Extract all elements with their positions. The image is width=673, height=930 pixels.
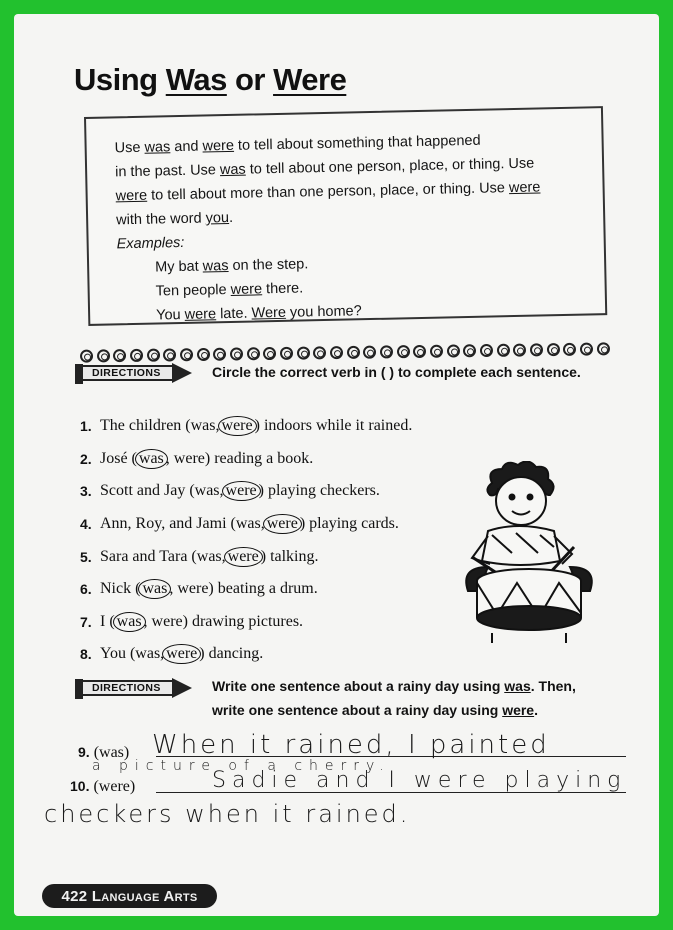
item-number: 4. — [80, 516, 92, 533]
answer-9-line2: a picture of a cherry. — [92, 758, 391, 774]
item-text-before: Ann, Roy, and Jami (was, — [100, 515, 265, 533]
item-text-after: ) playing cards. — [299, 515, 399, 533]
item-number: 7. — [80, 613, 92, 630]
item-number: 2. — [80, 450, 92, 467]
item-text-before: You (was, — [100, 645, 165, 663]
worksheet-page — [14, 14, 659, 916]
page-footer: 422 Language Arts — [42, 884, 217, 908]
circled-answer[interactable]: were — [224, 547, 263, 567]
directions-tag-1: DIRECTIONS — [76, 363, 196, 383]
circled-answer[interactable]: were — [162, 644, 201, 664]
circled-answer[interactable]: was — [113, 612, 146, 632]
item-text-before: The children (was, — [100, 417, 220, 435]
circled-answer[interactable]: were — [218, 416, 257, 436]
item-text-after: , were) drawing pictures. — [143, 612, 304, 630]
item-text-after: , were) reading a book. — [165, 449, 314, 467]
item-text-after: , were) beating a drum. — [169, 580, 318, 598]
example-3: You were late. Were you home? — [156, 303, 362, 324]
directions-2-text: Write one sentence about a rainy day using was. Then, write one sentence about a rainy day using were. — [212, 678, 576, 718]
item-text-after: ) talking. — [260, 547, 319, 565]
directions-1-text: Circle the correct verb in ( ) to complete each sentence. — [212, 364, 581, 380]
sentence-9-prompt: 9. (was) — [78, 744, 130, 761]
answer-10-line1: Sadie and I were playing — [212, 768, 627, 793]
item-text-after: ) dancing. — [199, 645, 264, 663]
circled-answer[interactable]: was — [135, 449, 168, 469]
item-number: 5. — [80, 548, 92, 565]
examples-label: Examples: — [116, 234, 185, 253]
page-title: Using Was or Were — [74, 62, 347, 97]
circled-answer[interactable]: were — [263, 514, 302, 534]
item-number: 3. — [80, 483, 92, 500]
circled-answer[interactable]: were — [222, 481, 261, 501]
item-text-before: José ( — [100, 449, 137, 467]
answer-9-line1: When it rained, I painted — [152, 730, 550, 760]
answer-10-line2: checkers when it rained. — [44, 800, 411, 828]
item-number: 6. — [80, 581, 92, 598]
rule-text: Use was and were to tell about something that happened in the past. Use was to tell about one person, place, or thing. Use were to tell about more than one person, place, or thing. Use were with the word you. Examples: My bat was on the step. Ten people were there. You were late. Were you home? — [114, 127, 588, 329]
item-text-after: ) indoors while it rained. — [254, 417, 413, 435]
example-2: Ten people were there. — [155, 280, 304, 300]
item-number: 1. — [80, 418, 92, 435]
example-1: My bat was on the step. — [155, 256, 309, 276]
item-text-before: Sara and Tara (was, — [100, 547, 226, 565]
item-text-after: ) playing checkers. — [258, 482, 380, 500]
circled-answer[interactable]: was — [138, 579, 171, 599]
item-text-before: I ( — [100, 612, 115, 630]
writing-area — [14, 14, 659, 916]
item-text-before: Scott and Jay (was, — [100, 482, 224, 500]
item-number: 8. — [80, 646, 92, 663]
sentence-10-prompt: 10. (were) — [70, 778, 136, 795]
item-text-before: Nick ( — [100, 580, 141, 598]
directions-tag-2: DIRECTIONS — [76, 678, 196, 698]
